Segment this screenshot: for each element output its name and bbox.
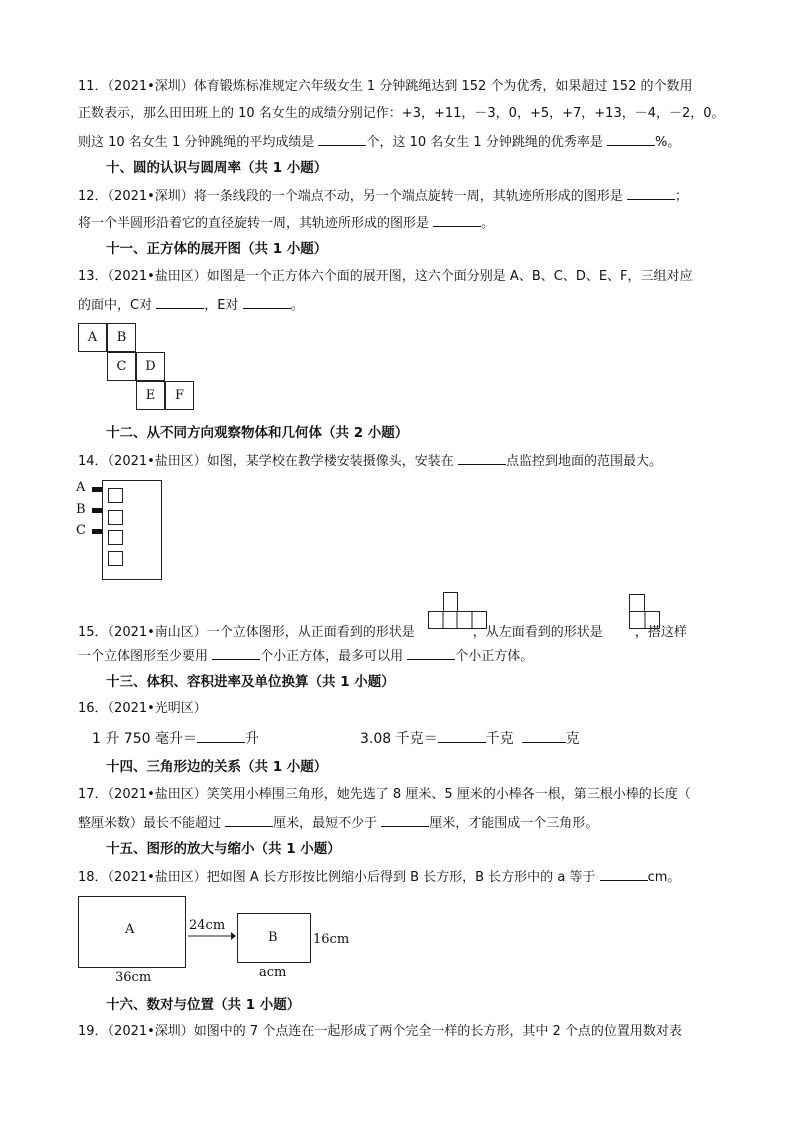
q15-text-f: 个小正方体。 — [455, 649, 534, 664]
answer-blank — [243, 295, 291, 309]
q15-text-c: ，搭这样 — [634, 625, 687, 640]
label-b: B — [76, 502, 86, 517]
rectangle-b-width: acm — [259, 965, 287, 980]
q16-line1: 16．（2021•光明区） — [78, 701, 207, 716]
q15-text-e: 个小正方体，最多可以用 — [260, 649, 408, 664]
section-heading: 十二、从不同方向观察物体和几何体（共 2 小题） — [106, 425, 409, 441]
q16-part1 — [92, 729, 259, 748]
q14-text-b: 点监控到地面的范围最大。 — [505, 454, 662, 469]
q13-line1: 13．（2021•盐田区）如图是一个正方体六个面的展开图，这六个面分别是 A、B、C、D、E、F，三组对应 — [78, 269, 693, 284]
rectangle-b-label: B — [268, 930, 278, 945]
answer-blank — [318, 132, 366, 146]
q17-text-c: 厘米，才能围成一个三角形。 — [429, 816, 599, 831]
section-heading: 十三、体积、容积进率及单位换算（共 1 小题） — [106, 674, 395, 690]
q12-text-b: ； — [674, 189, 688, 204]
q15-text-a: 15．（2021•南山区）一个立体图形，从正面看到的形状是 — [78, 625, 415, 640]
window — [108, 530, 123, 545]
q19-line1: 19．（2021•深圳）如图中的 7 个点连在一起形成了两个完全一样的长方形，其中 2 个点的位置用数对表 — [78, 1024, 682, 1039]
q14-line1 — [78, 451, 662, 471]
camera-c — [92, 529, 102, 534]
q17-text-a: 整厘米数）最长不能超过 — [78, 816, 226, 831]
cube-face-a: A — [78, 323, 107, 352]
q13-text-a: 的面中，C对 — [78, 298, 157, 313]
answer-blank — [381, 813, 429, 827]
q11-text-a: 则这 10 名女生 1 分钟跳绳的平均成绩是 — [78, 135, 319, 150]
window — [108, 510, 123, 525]
answer-blank — [607, 132, 655, 146]
answer-blank — [458, 451, 506, 465]
q12-line2 — [78, 213, 494, 233]
q11-line3 — [78, 132, 680, 152]
q16-text-c: 3.08 千克＝ — [360, 731, 438, 747]
q11-text-b: 个，这 10 名女生 1 分钟跳绳的优秀率是 — [366, 135, 607, 150]
rectangle-b-height: 16cm — [313, 932, 350, 947]
answer-blank — [522, 729, 566, 743]
q13-text-b: ，E对 — [204, 298, 243, 313]
front-view-shape — [428, 592, 488, 630]
section-heading: 十五、图形的放大与缩小（共 1 小题） — [106, 841, 341, 857]
rectangle-a-label: A — [125, 922, 135, 937]
answer-blank — [438, 729, 486, 743]
q17-text-b: 厘米，最短不少于 — [273, 816, 382, 831]
q11-line2: 正数表示，那么田田班上的 10 名女生的成绩分别记作：+3，+11，－3，0，+5，+7，+13，－4，－2，0。 — [78, 106, 725, 121]
q16-text-b: 升 — [244, 731, 259, 747]
section-heading: 十、圆的认识与圆周率（共 1 小题） — [106, 160, 328, 176]
q15-text-d: 一个立体图形至少要用 — [78, 649, 213, 664]
q17-line2 — [78, 813, 598, 833]
label-a: A — [76, 480, 86, 495]
q15-text-b: ，从左面看到的形状是 — [472, 625, 603, 640]
q16-text-a: 1 升 750 毫升＝ — [92, 731, 197, 747]
q11-text-c: %。 — [654, 135, 681, 150]
rectangle-a-width: 36cm — [115, 970, 152, 985]
q15-line2 — [78, 646, 533, 666]
q12-line1 — [78, 186, 688, 206]
q13-line2 — [78, 295, 304, 315]
q11-line1: 11．（2021•深圳）体育锻炼标准规定六年级女生 1 分钟跳绳达到 152 个为优秀，如果超过 152 的个数用 — [78, 79, 693, 94]
q14-text-a: 14．（2021•盐田区）如图，某学校在教学楼安装摄像头，安装在 — [78, 454, 458, 469]
window — [108, 488, 123, 503]
cube-face-c: C — [107, 352, 136, 381]
answer-blank — [600, 867, 648, 881]
q18-text-b: cm。 — [647, 870, 681, 885]
q18-line1 — [78, 867, 680, 887]
answer-blank — [225, 813, 273, 827]
arrow-label: 24cm — [189, 918, 226, 933]
q16-text-e: 克 — [565, 731, 580, 747]
arrow-right-icon — [187, 931, 237, 941]
window — [108, 551, 123, 566]
answer-blank — [433, 213, 481, 227]
camera-a — [92, 487, 102, 492]
q16-part2 — [360, 729, 580, 748]
section-heading: 十一、正方体的展开图（共 1 小题） — [106, 241, 328, 257]
answer-blank — [407, 646, 455, 660]
cube-face-d: D — [136, 352, 165, 381]
q15-line1 — [78, 618, 687, 642]
section-heading: 十四、三角形边的关系（共 1 小题） — [106, 759, 328, 775]
answer-blank — [197, 729, 245, 743]
q17-line1: 17．（2021•盐田区）笑笑用小棒围三角形，她先选了 8 厘米、5 厘米的小棒各一根，第三根小棒的长度（ — [78, 787, 691, 802]
q18-text-a: 18．（2021•盐田区）把如图 A 长方形按比例缩小后得到 B 长方形，B 长方形中的 a 等于 — [78, 870, 600, 885]
camera-b — [92, 508, 102, 513]
cube-face-f: F — [165, 381, 194, 410]
q16-text-d: 千克 — [485, 731, 514, 747]
answer-blank — [156, 295, 204, 309]
cube-face-e: E — [136, 381, 165, 410]
left-view-shape — [629, 594, 661, 630]
answer-blank — [627, 186, 675, 200]
label-c: C — [76, 523, 86, 538]
cube-face-b: B — [107, 323, 136, 352]
answer-blank — [212, 646, 260, 660]
q13-text-c: 。 — [290, 298, 304, 313]
q12-text-d: 。 — [481, 216, 495, 231]
q12-text-a: 12．（2021•深圳）将一条线段的一个端点不动，另一个端点旋转一周，其轨迹所形成的图形是 — [78, 189, 627, 204]
section-heading: 十六、数对与位置（共 1 小题） — [106, 997, 301, 1013]
q12-text-c: 将一个半圆形沿着它的直径旋转一周，其轨迹所形成的图形是 — [78, 216, 434, 231]
